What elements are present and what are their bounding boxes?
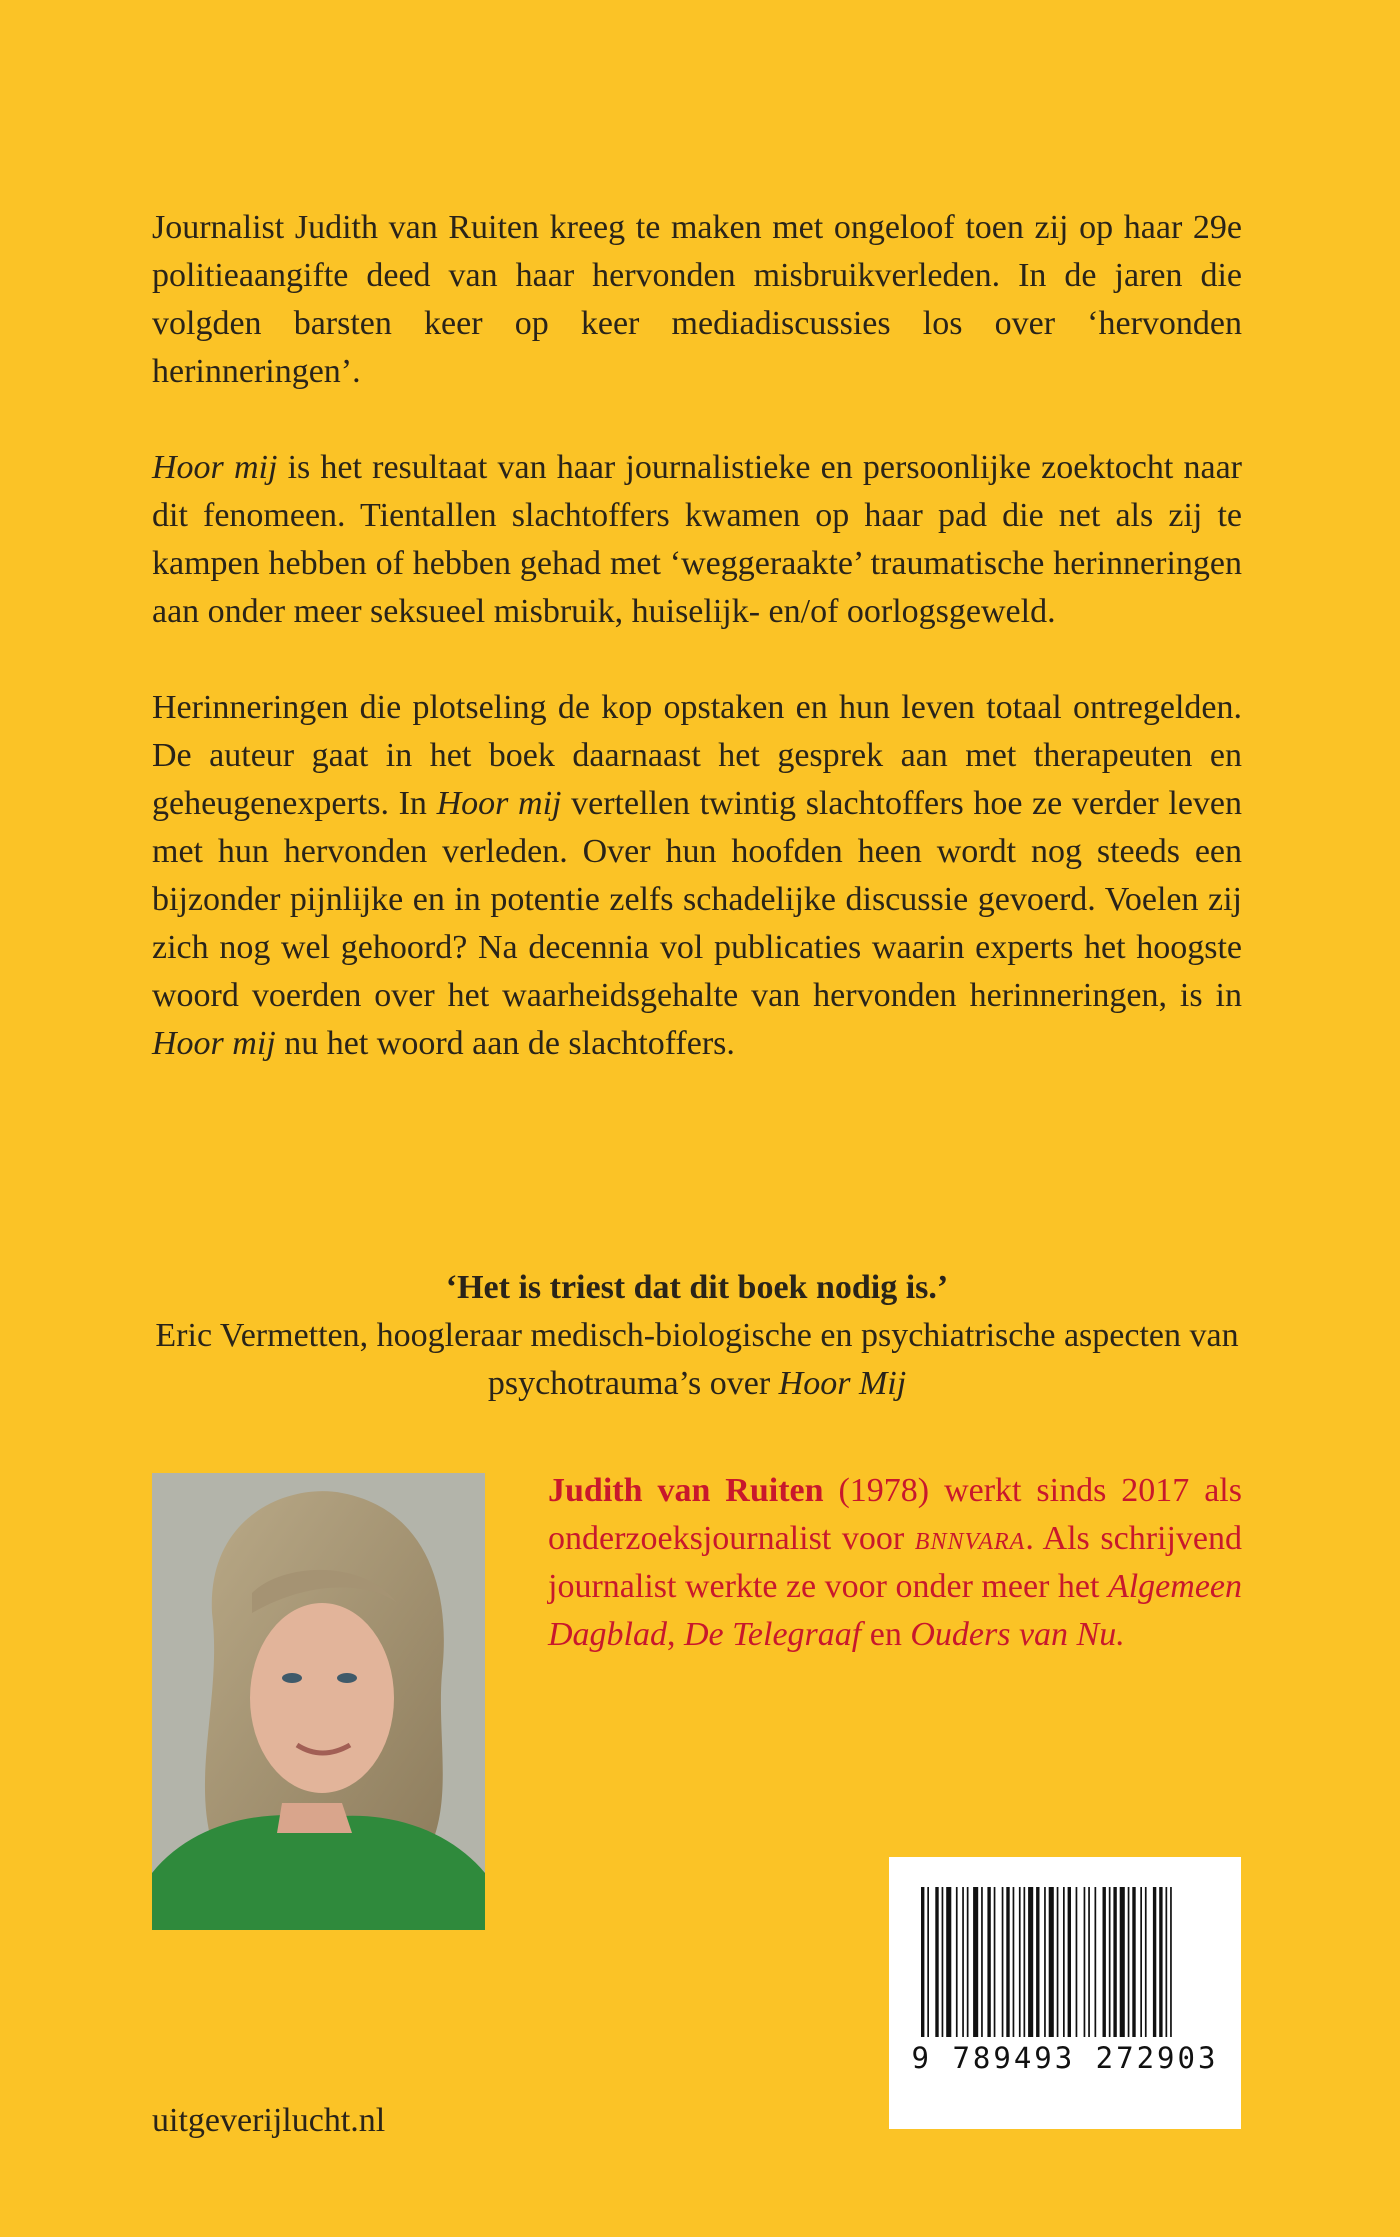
blurb-p3-text-c: nu het woord aan de slachtoffers. (275, 1025, 735, 1062)
blurb-p3-text-a: Herinneringen die plotseling de kop opstaken en hun leven totaal ontregelden. De auteur gaat in het boek daarnaast het gesprek aan met therapeuten en geheugenexperts. In (152, 689, 1242, 822)
quote-book-title: Hoor Mij (778, 1365, 907, 1402)
barcode-bar (1076, 1887, 1078, 2037)
quote-attribution (152, 1312, 1242, 1408)
book-title: Hoor mij (152, 1025, 276, 1062)
barcode-bar (1109, 1887, 1111, 2037)
barcode-bar (1132, 1887, 1135, 2037)
author-bio-text-b: . Als schrijvend journalist werkte ze voor onder meer het (548, 1520, 1243, 1605)
barcode-bar (1006, 1887, 1009, 2037)
barcode-bar (1128, 1887, 1130, 2037)
author-bio-text-c: , (667, 1616, 684, 1653)
isbn-barcode (889, 1857, 1241, 2129)
barcode-bar (1044, 1887, 1046, 2037)
barcode-bar (973, 1887, 978, 2037)
barcode-bar (1036, 1887, 1039, 2037)
barcode-bar (994, 1887, 996, 2037)
barcode-bar (1120, 1887, 1125, 2037)
barcode-bar (1024, 1887, 1026, 2037)
barcode-bar (1095, 1887, 1097, 2037)
blurb-p1-text: Journalist Judith van Ruiten kreeg te maken met ongeloof toen zij op haar 29e politieaangifte deed van haar hervonden misbruikverleden. In de jaren die volgden barsten keer op keer mediadiscussies los over ‘hervonden herinneringen’. (152, 209, 1242, 390)
barcode-bar (1019, 1887, 1021, 2037)
barcode-bar (1063, 1887, 1065, 2037)
blurb-p2-text: is het resultaat van haar journalistieke en persoonlijke zoektocht naar dit fenomeen. Tientallen slachtoffers kwamen op haar pad die net als zij te kampen hebben of hebben gehad met ‘weggeraakte’ traumatische herinneringen aan onder meer seksueel misbruik, huiselijk- en/of oorlogsgeweld. (152, 449, 1242, 630)
author-portrait-icon (152, 1473, 485, 1930)
blurb-paragraph-2 (152, 444, 1242, 636)
book-title: Hoor mij (436, 785, 562, 822)
barcode-bar (1084, 1887, 1086, 2037)
barcode-bar (921, 1887, 924, 2037)
author-employer: bnnvara (914, 1520, 1026, 1557)
barcode-bar (1088, 1887, 1090, 2037)
author-bio-text-d: en (861, 1616, 911, 1653)
publisher-website[interactable]: uitgeverijlucht.nl (152, 2102, 386, 2139)
barcode-bar (1166, 1887, 1168, 2037)
barcode-bar (1002, 1887, 1004, 2037)
barcode-bar (1159, 1887, 1162, 2037)
back-cover-blurb (152, 204, 1242, 1068)
barcode-bar (1113, 1887, 1116, 2037)
barcode-bar (967, 1887, 969, 2037)
blurb-paragraph-1 (152, 204, 1242, 396)
author-name: Judith van Ruiten (548, 1472, 824, 1509)
barcode-bar (1049, 1887, 1054, 2037)
quote-text: ‘Het is triest dat dit boek nodig is.’ (445, 1269, 949, 1306)
barcode-bar (1145, 1887, 1147, 2037)
barcode-bar (956, 1887, 958, 2037)
barcode-bar (1140, 1887, 1142, 2037)
barcode-bar (942, 1887, 944, 2037)
barcode-bar (981, 1887, 983, 2037)
book-title: Hoor mij (152, 449, 278, 486)
barcode-bar (1057, 1887, 1059, 2037)
barcode-bar (1153, 1887, 1156, 2037)
quote-attribution-text: Eric Vermetten, hoogleraar medisch-biologische en psychiatrische aspecten van psychotrauma’s over (155, 1317, 1239, 1402)
author-bio-text-a: (1978) werkt sinds 2017 als onderzoeksjournalist voor (548, 1472, 1242, 1557)
barcode-bar (1068, 1887, 1071, 2037)
barcode-bar (962, 1887, 964, 2037)
barcode-bar (946, 1887, 951, 2037)
author-bio (548, 1467, 1242, 1659)
publication-1: Algemeen Dagblad (548, 1568, 1242, 1653)
barcode-bar (1170, 1887, 1172, 2037)
barcode-bar (987, 1887, 990, 2037)
blurb-p3-text-b: vertellen twintig slachtoffers hoe ze verder leven met hun hervonden verleden. Over hun hoofden heen wordt nog steeds een bijzonder pijnlijke en in potentie zelfs schadelijke discussie gevoerd. Voelen zij zich nog wel gehoord? Na decennia vol publicaties waarin experts het hoogste woord voerden over het waarheidsgehalte van hervonden herinneringen, is in (152, 785, 1242, 1014)
author-photo (152, 1473, 485, 1930)
barcode-bar (927, 1887, 929, 2037)
barcode-bar (1013, 1887, 1015, 2037)
publication-3: Ouders van Nu. (910, 1616, 1125, 1653)
publication-2: De Telegraaf (684, 1616, 862, 1653)
blurb-paragraph-3 (152, 684, 1242, 1068)
barcode-bar (1103, 1887, 1106, 2037)
endorsement-quote (152, 1264, 1242, 1408)
barcode-bar (1028, 1887, 1033, 2037)
isbn-number: 9 789493 272903 (911, 2041, 1219, 2075)
barcode-icon (919, 1887, 1211, 2037)
barcode-bar (935, 1887, 938, 2037)
